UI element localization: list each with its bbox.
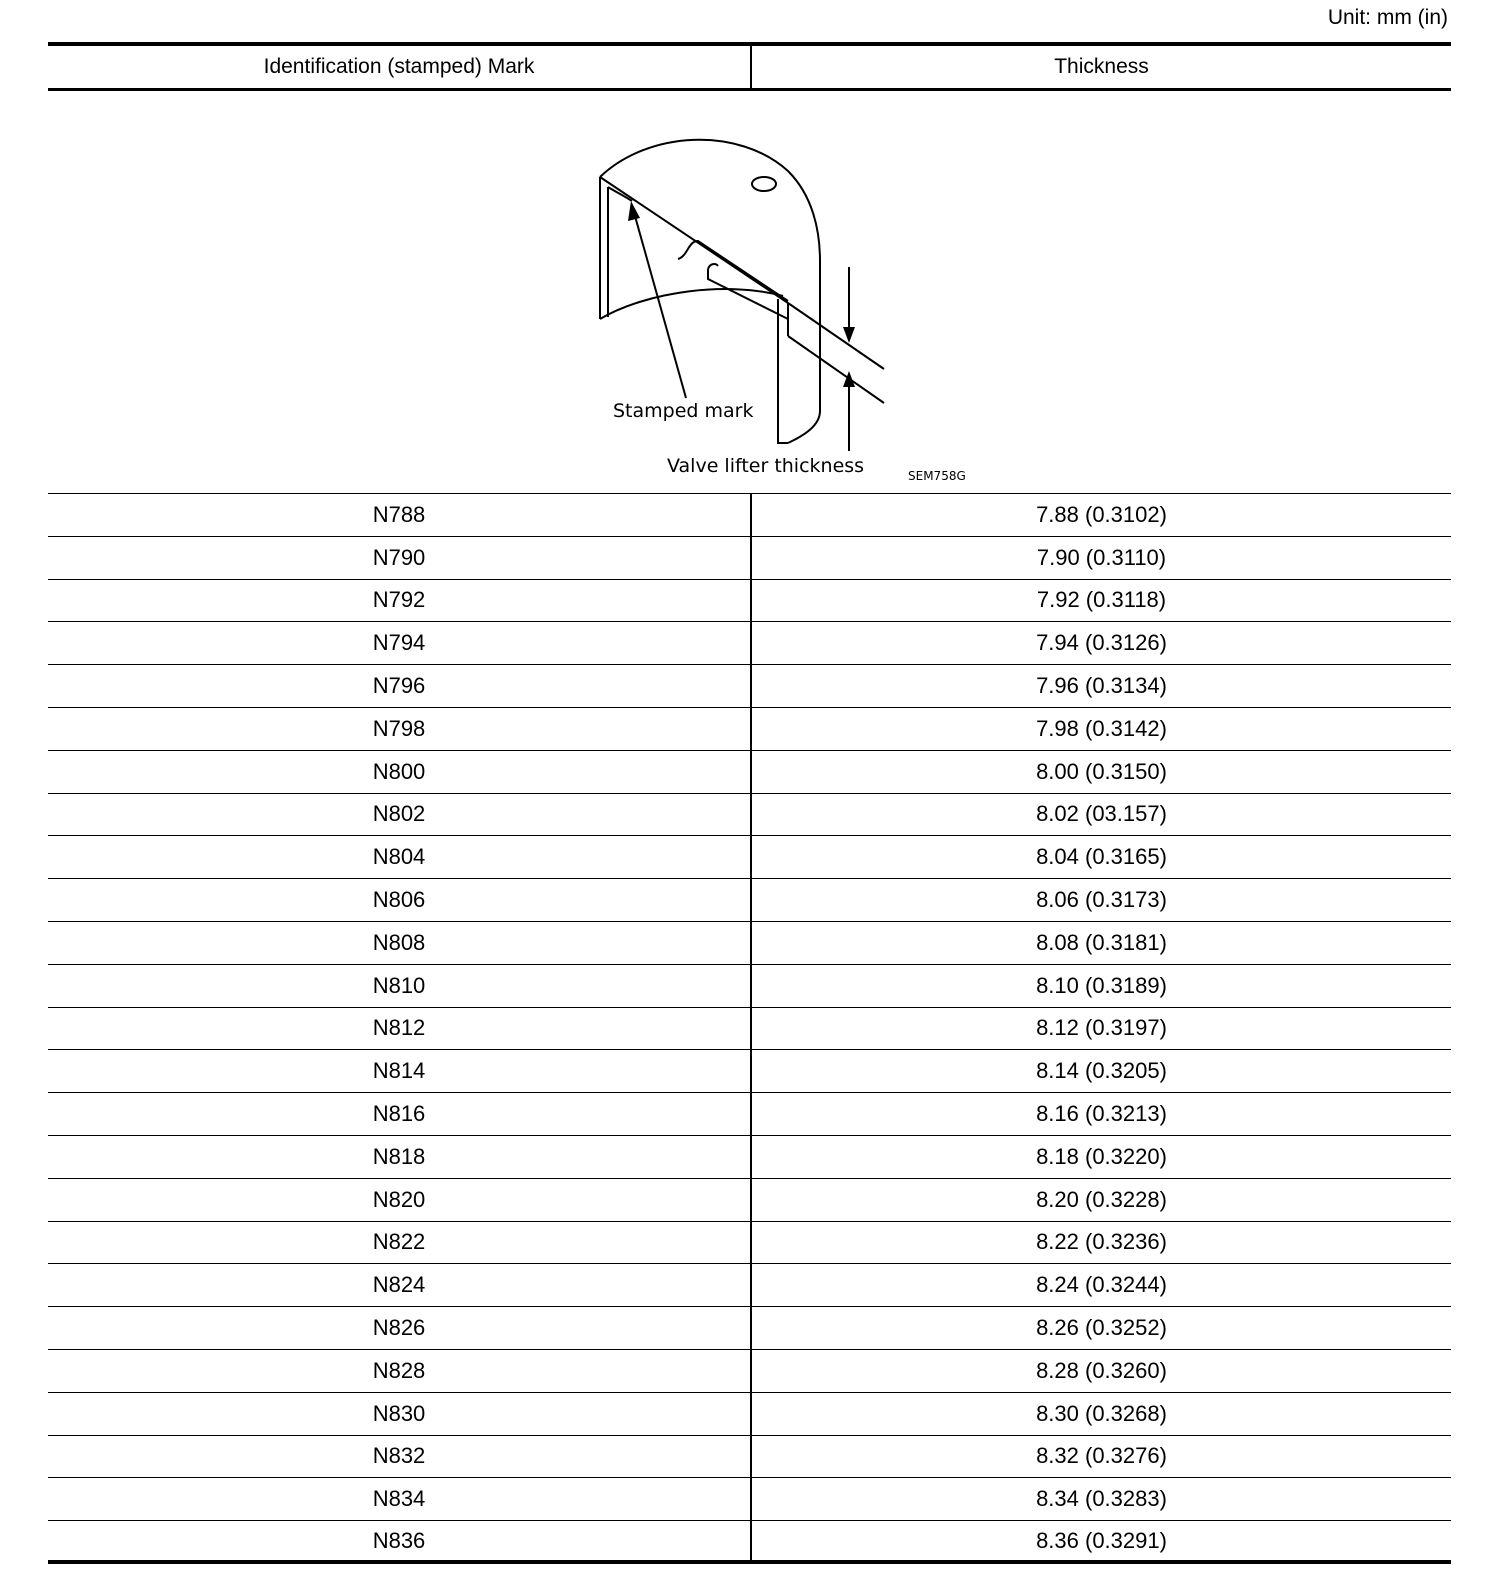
mark-cell: N796	[372, 673, 426, 699]
table-body	[48, 494, 1451, 1564]
stamped-mark-label: Stamped mark	[613, 400, 754, 422]
unit-label: Unit: mm (in)	[1327, 6, 1448, 29]
thickness-cell: 7.88 (0.3102)	[750, 494, 1451, 536]
mark-cell: N826	[372, 1315, 426, 1341]
thickness-cell: 8.02 (03.157)	[750, 794, 1451, 836]
table-row	[48, 1521, 1451, 1564]
thickness-cell: 8.10 (0.3189)	[750, 965, 1451, 1007]
dim-line-top	[788, 303, 884, 369]
table-row	[48, 1222, 1451, 1265]
thickness-cell: 7.90 (0.3110)	[750, 537, 1451, 579]
table-row	[48, 1050, 1451, 1093]
inner-ledge-cap	[708, 264, 718, 269]
table-row	[48, 1008, 1451, 1051]
table-row	[48, 1436, 1451, 1479]
mark-cell: N818	[372, 1143, 426, 1169]
table-row	[48, 1307, 1451, 1350]
mark-cell: N832	[372, 1443, 426, 1469]
table-row	[48, 965, 1451, 1008]
mark-cell: N808	[372, 929, 426, 955]
arrowhead-up	[843, 371, 855, 387]
mark-cell: N836	[372, 1527, 426, 1553]
arrowhead-down	[843, 327, 855, 343]
mark-cell: N788	[372, 501, 426, 527]
figure-row	[48, 91, 1451, 494]
mark-cell: N820	[372, 1186, 426, 1212]
thickness-cell: 8.34 (0.3283)	[750, 1478, 1451, 1520]
table-row	[48, 1350, 1451, 1393]
thickness-cell: 7.94 (0.3126)	[750, 622, 1451, 664]
thickness-cell: 8.30 (0.3268)	[750, 1393, 1451, 1435]
table-row	[48, 665, 1451, 708]
table-row	[48, 537, 1451, 580]
table-row	[48, 1093, 1451, 1136]
thickness-cell: 8.04 (0.3165)	[750, 836, 1451, 878]
thickness-cell: 8.16 (0.3213)	[750, 1093, 1451, 1135]
table-row	[48, 1393, 1451, 1436]
valve-lifter-illustration	[48, 91, 1451, 493]
table-row	[48, 580, 1451, 623]
mark-cell: N812	[372, 1015, 426, 1041]
table-row	[48, 622, 1451, 665]
table-row	[48, 708, 1451, 751]
mark-cell: N806	[372, 887, 426, 913]
arrowhead-stamp	[628, 201, 640, 221]
valve-lifter-thickness-label: Valve lifter thickness	[667, 455, 865, 477]
mark-cell: N802	[372, 801, 426, 827]
mark-cell: N828	[372, 1357, 426, 1383]
thickness-cell: 8.26 (0.3252)	[750, 1307, 1451, 1349]
thickness-cell: 8.32 (0.3276)	[750, 1436, 1451, 1478]
table-row	[48, 494, 1451, 537]
table-row	[48, 922, 1451, 965]
stamp-recess-top	[608, 187, 632, 201]
thickness-cell: 8.12 (0.3197)	[750, 1008, 1451, 1050]
mark-cell: N798	[372, 715, 426, 741]
thickness-cell: 8.18 (0.3220)	[750, 1136, 1451, 1178]
mark-cell: N816	[372, 1101, 426, 1127]
thickness-cell: 7.98 (0.3142)	[750, 708, 1451, 750]
table-row	[48, 879, 1451, 922]
thickness-cell: 7.96 (0.3134)	[750, 665, 1451, 707]
table-row	[48, 1136, 1451, 1179]
mark-cell: N824	[372, 1272, 426, 1298]
thickness-cell: 8.00 (0.3150)	[750, 751, 1451, 793]
header-mark: Identification (stamped) Mark	[263, 55, 535, 78]
table-header	[48, 42, 1451, 91]
thickness-cell: 8.22 (0.3236)	[750, 1222, 1451, 1264]
mark-cell: N800	[372, 758, 426, 784]
lifter-top-arc	[600, 140, 820, 261]
mark-cell: N792	[372, 587, 426, 613]
stamped-mark-leader	[633, 209, 686, 398]
mark-cell: N810	[372, 972, 426, 998]
table-row	[48, 794, 1451, 837]
thickness-cell: 8.20 (0.3228)	[750, 1179, 1451, 1221]
dim-line-bottom	[788, 336, 884, 403]
mark-cell: N804	[372, 844, 426, 870]
table-row	[48, 1179, 1451, 1222]
thickness-cell: 8.28 (0.3260)	[750, 1350, 1451, 1392]
table-row	[48, 1264, 1451, 1307]
mark-cell: N814	[372, 1058, 426, 1084]
mark-cell: N790	[372, 544, 426, 570]
mark-cell: N794	[372, 630, 426, 656]
mark-cell: N834	[372, 1486, 426, 1512]
thickness-cell: 8.24 (0.3244)	[750, 1264, 1451, 1306]
table-row	[48, 751, 1451, 794]
cut-edge	[600, 177, 788, 303]
mark-cell: N822	[372, 1229, 426, 1255]
table-row	[48, 1478, 1451, 1521]
oil-hole	[752, 177, 776, 191]
right-wall-outer	[788, 261, 820, 443]
figure-code: SEM758G	[908, 469, 966, 483]
thickness-cell: 8.14 (0.3205)	[750, 1050, 1451, 1092]
thickness-cell: 8.36 (0.3291)	[750, 1521, 1451, 1560]
thickness-cell: 8.06 (0.3173)	[750, 879, 1451, 921]
thickness-cell: 7.92 (0.3118)	[750, 580, 1451, 622]
skirt-arc	[600, 289, 783, 319]
thickness-cell: 8.08 (0.3181)	[750, 922, 1451, 964]
table-row	[48, 836, 1451, 879]
valve-lifter-table	[48, 42, 1451, 1564]
mark-cell: N830	[372, 1400, 426, 1426]
right-wall-inner	[778, 299, 788, 443]
header-thickness: Thickness	[750, 46, 1451, 88]
